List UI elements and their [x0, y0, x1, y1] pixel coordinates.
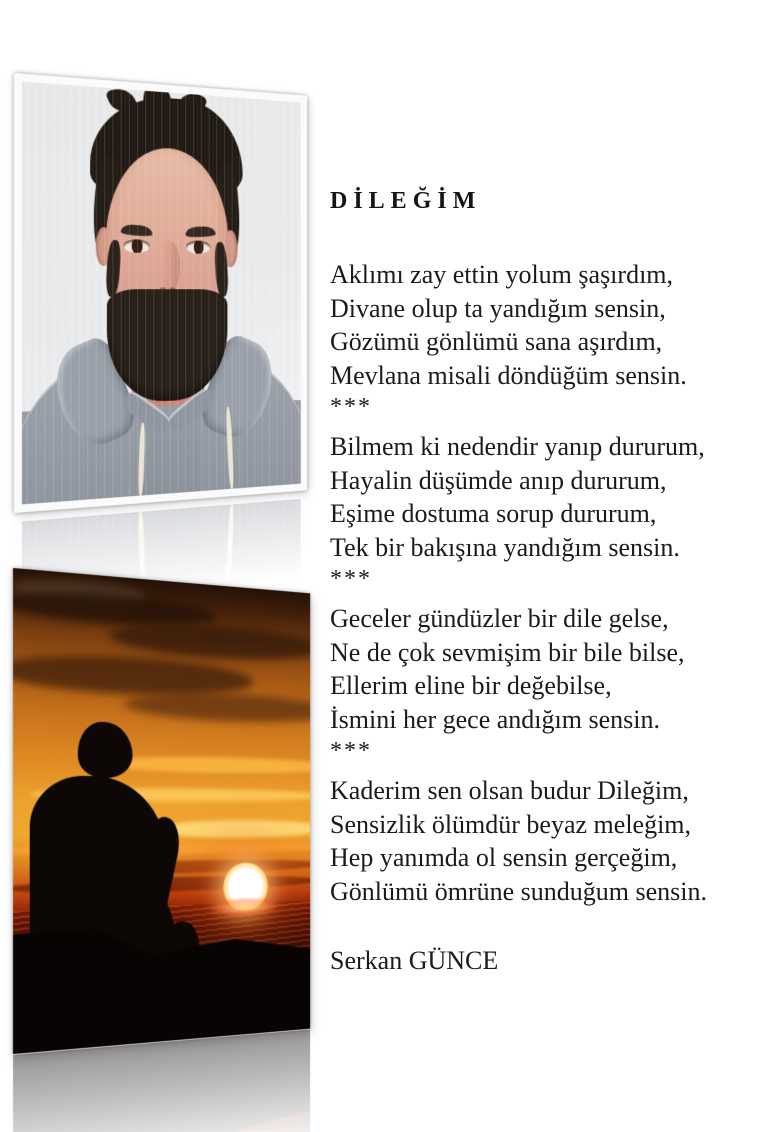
- poem-line: Kaderim sen olsan budur Dileğim,: [330, 776, 689, 805]
- poem-line: Gözümü gönlümü sana aşırdım,: [330, 327, 663, 356]
- poem-line: Eşime dostuma sorup dururum,: [330, 499, 657, 528]
- portrait-eye: [186, 241, 210, 254]
- poem-line: Geceler gündüzler bir dile gelse,: [330, 604, 669, 633]
- poem-title: DİLEĞİM: [330, 188, 482, 214]
- stanza-4: [330, 774, 766, 908]
- poem-line: Bilmem ki nedendir yanıp dururum,: [330, 432, 705, 461]
- poem-line: Hayalin düşümde anıp dururum,: [330, 465, 667, 495]
- poem-text-column: [330, 186, 766, 977]
- poem-line: Ne de çok sevmişim bir bile bilse,: [330, 637, 685, 667]
- poem-author: Serkan GÜNCE: [330, 946, 499, 975]
- poem-line: Tek bir bakışına yandığım sensin.: [330, 532, 680, 562]
- poem-line: Ellerim eline bir değebilse,: [330, 671, 612, 700]
- portrait-photo: [14, 73, 344, 513]
- sunset-photo-tilt: [13, 568, 310, 1054]
- stanza-separator: ***: [330, 566, 372, 592]
- poem-line: Divane olup ta yandığım sensin,: [330, 293, 666, 323]
- sunset-photo: [13, 568, 348, 1054]
- portrait-nose: [157, 241, 179, 293]
- stanza-1: [330, 258, 766, 422]
- sunset-photo-card: [13, 568, 310, 1054]
- poem-line: Hep yanımda ol sensin gerçeğim,: [330, 843, 678, 872]
- poem-line: Gönlümü ömrüne sunduğum sensin.: [330, 876, 707, 906]
- stanza-3: [330, 602, 766, 766]
- poem-line: İsmini her gece andığım sensin.: [330, 704, 660, 734]
- poem-line: Mevlana misali döndüğüm sensin.: [330, 360, 687, 390]
- stanza-separator: ***: [330, 738, 372, 764]
- portrait-eyebrow: [185, 226, 215, 237]
- portrait-eye: [124, 240, 150, 253]
- portrait-photo-tilt: [14, 73, 307, 513]
- stanza-2: [330, 430, 766, 594]
- portrait-photo-card: [14, 73, 307, 513]
- stanza-separator: ***: [330, 394, 372, 420]
- poem-line: Sensizlik ölümdür beyaz meleğim,: [330, 809, 692, 839]
- poem-line: Aklımı zay ettin yolum şaşırdım,: [330, 260, 674, 289]
